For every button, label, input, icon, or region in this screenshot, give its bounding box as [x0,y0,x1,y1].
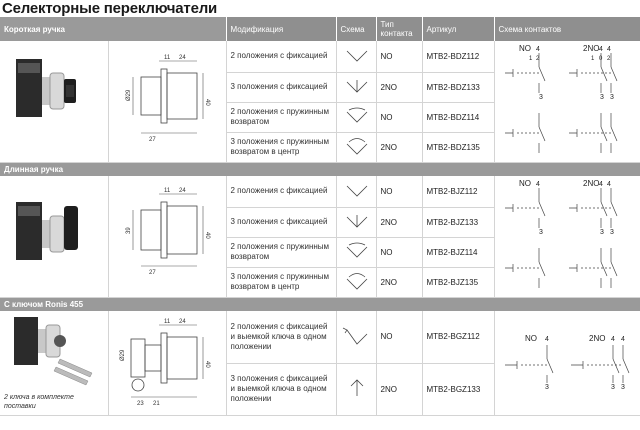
dim-label: 11 [163,319,170,325]
keys-caption: 2 ключа в комплекте поставки [4,394,74,410]
product-photo-long [0,176,108,297]
contact-label: 3 [544,384,549,391]
dim-label: 23 [136,401,144,407]
contact-label: 1 [590,56,594,63]
article-cell: MTB2-BDZ114 [422,102,494,132]
article-cell: MTB2-BJZ133 [422,207,494,237]
contact-label: 4 [606,181,611,189]
scheme-cell [336,72,376,102]
contact-label: 1 [528,56,532,63]
scheme-key-2pos-icon [337,324,377,350]
contact-label: 4 [606,46,611,54]
contact-label: 4 [544,336,549,343]
contact-label: 4 [598,181,603,189]
section-header-key [0,297,640,311]
contact-label: 2 [606,56,610,63]
scheme-3pos-icon [337,211,377,233]
dim-label: 27 [148,270,156,277]
product-photo-short [0,41,108,162]
contact-label: 4 [620,336,625,343]
article-cell: MTB2-BDZ112 [422,41,494,72]
dimension-drawing-long [108,176,226,297]
header-contact-scheme: Схема контактов [494,17,640,41]
contact-type-cell: NO [376,41,422,72]
contact-label: 3 [538,94,543,102]
switch-photo-icon [0,41,108,161]
header-scheme: Схема [336,17,376,41]
article-cell: MTB2-BDZ135 [422,132,494,162]
modification-cell: 3 положения с фиксацией [226,207,336,237]
contact-type-cell: NO [376,311,422,363]
dim-label: 40 [203,232,210,239]
section-title: Длинная ручка [0,162,640,176]
article-cell: MTB2-BGZ133 [422,363,494,415]
contact-type-cell: 2NO [376,267,422,297]
header-row [0,17,640,41]
contact-label: 3 [610,384,615,391]
contact-type-cell: 2NO [376,207,422,237]
scheme-3pos-icon [337,76,377,98]
dim-label: 40 [203,361,210,368]
dim-label: 24 [178,319,186,325]
contact-label: 2NO [588,334,605,343]
contact-diagram-icon [495,176,640,296]
scheme-2pos-icon [337,180,377,202]
contact-diagram-icon [495,41,640,161]
contact-diagram-icon [495,311,640,415]
scheme-cell [336,176,376,207]
scheme-spring-center-icon [337,271,377,293]
article-cell: MTB2-BGZ112 [422,311,494,363]
dimension-drawing-icon [109,176,227,296]
scheme-cell [336,267,376,297]
scheme-2pos-icon [337,45,377,67]
contact-label: 2 [535,56,539,63]
contact-label: 3 [609,229,614,237]
scheme-cell [336,311,376,363]
dim-label: 39 [125,227,132,235]
dimension-drawing-key [108,311,226,416]
article-cell: MTB2-BJZ112 [422,176,494,207]
header-short-handle: Короткая ручка [0,17,226,41]
header-modification: Модификация [226,17,336,41]
dim-label: Ø29 [125,89,132,102]
contact-label: 2NO [582,44,599,54]
section-header-long-handle [0,162,640,176]
table-row [0,311,640,363]
modification-cell: 3 положения с пружинным возвратом в центр [226,132,336,162]
contact-label: 0 [598,56,602,63]
modification-cell: 2 положения с пружинным возвратом [226,102,336,132]
product-photo-key [0,311,108,416]
contact-label: 4 [535,181,540,189]
contact-type-cell: NO [376,102,422,132]
dim-label: 40 [203,99,210,106]
contact-type-cell: 2NO [376,363,422,415]
scheme-cell [336,102,376,132]
contact-label: 3 [538,229,543,237]
contact-label: 3 [609,94,614,102]
dimension-drawing-icon [109,41,227,161]
selector-switch-table [0,17,640,416]
table-row [0,176,640,207]
dim-label: 11 [163,188,170,195]
scheme-key-3pos-icon [337,376,377,402]
article-cell: MTB2-BJZ135 [422,267,494,297]
scheme-cell [336,363,376,415]
contact-label: 4 [610,336,615,343]
modification-cell: 2 положения с пружинным возвратом [226,237,336,267]
scheme-cell [336,132,376,162]
contact-type-cell: NO [376,237,422,267]
dimension-drawing-short [108,41,226,162]
dim-label: 21 [152,401,160,407]
dimension-drawing-icon [109,311,227,415]
contact-scheme-cell [494,176,640,297]
header-article: Артикул [422,17,494,41]
contact-label: NO [524,334,537,343]
dim-label: 27 [148,137,156,144]
article-cell: MTB2-BJZ114 [422,237,494,267]
dim-label: 24 [178,55,186,62]
scheme-spring-center-icon [337,136,377,158]
contact-scheme-cell [494,41,640,162]
switch-photo-icon [0,176,108,296]
modification-cell: 2 положения с фиксацией и выемкой ключа в одном положении [226,311,336,363]
dim-label: Ø29 [119,349,126,361]
scheme-cell [336,41,376,72]
scheme-cell [336,207,376,237]
dim-label: 11 [163,55,170,62]
modification-cell: 2 положения с фиксацией [226,176,336,207]
scheme-spring-icon [337,241,377,263]
contact-label: 4 [535,46,540,54]
contact-type-cell: 2NO [376,132,422,162]
contact-label: 2NO [582,179,599,189]
modification-cell: 3 положения с фиксацией и выемкой ключа в одном положении [226,363,336,415]
contact-label: 3 [599,229,604,237]
section-title: С ключом Ronis 455 [0,297,640,311]
contact-label: 3 [599,94,604,102]
contact-type-cell: 2NO [376,72,422,102]
scheme-spring-icon [337,106,377,128]
contact-scheme-cell [494,311,640,416]
scheme-cell [336,237,376,267]
modification-cell: 3 положения с фиксацией [226,72,336,102]
header-contact-type: Тип контакта [376,17,422,41]
contact-label: NO [518,44,531,54]
modification-cell: 2 положения с фиксацией [226,41,336,72]
table-row [0,41,640,72]
modification-cell: 3 положения с пружинным возвратом в центр [226,267,336,297]
article-cell: MTB2-BDZ133 [422,72,494,102]
contact-type-cell: NO [376,176,422,207]
contact-label: NO [518,179,531,189]
page-title: Селекторные переключатели [2,0,218,17]
contact-label: 3 [620,384,625,391]
dim-label: 24 [178,188,186,195]
contact-label: 4 [598,46,603,54]
